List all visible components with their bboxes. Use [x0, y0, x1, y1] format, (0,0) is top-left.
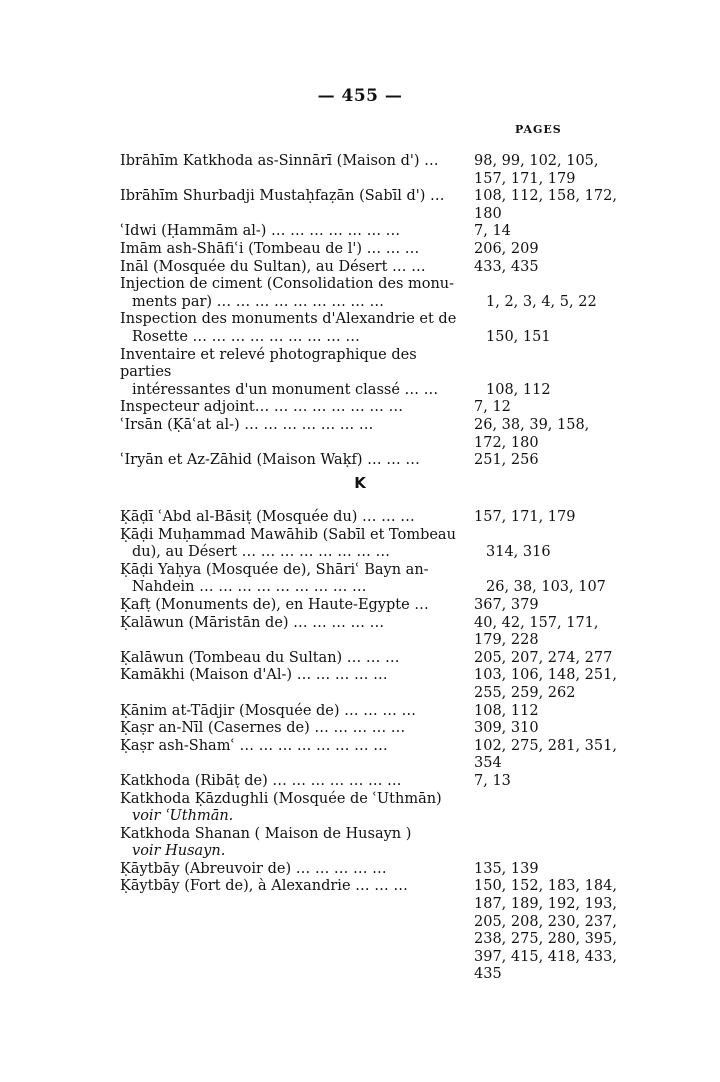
index-entry-line [120, 452, 610, 470]
entry-label: Ibrāhīm Katkhoda as-Sinnārī (Maison d') … [120, 153, 439, 169]
entry-label [120, 896, 468, 914]
entry-pages: 206, 209 [474, 240, 539, 257]
index-entry-line [120, 329, 610, 347]
entry-pages: 179, 228 [474, 632, 539, 649]
entry-label: Ḳalāwun (Māristān de) … … … … … [120, 614, 385, 631]
index-entry-line [120, 913, 617, 932]
entry-pages: 367, 379 [474, 596, 539, 613]
entry-pages [480, 808, 610, 826]
entry-label [120, 632, 468, 650]
entry-pages [468, 276, 610, 294]
entry-pages: 180 [474, 205, 502, 222]
entry-label: Injection de ciment (Consolidation des monu- [120, 276, 455, 293]
entry-pages: 1, 2, 3, 4, 5, 22 [486, 293, 597, 310]
index-section-k [120, 509, 617, 984]
index-entry-line [120, 311, 610, 329]
index-entry-line [120, 615, 610, 633]
entry-label: Kamākhi (Maison d'Al-) … … … … … [120, 667, 388, 684]
section-letter-heading: K [354, 474, 366, 492]
entry-label [120, 931, 468, 949]
entry-pages: 187, 189, 192, 193, [474, 896, 617, 913]
index-entry-line [120, 259, 610, 277]
index-entry-line [120, 808, 610, 826]
index-entry-line [120, 861, 610, 879]
entry-pages: 157, 171, 179 [474, 170, 576, 187]
entry-pages: 26, 38, 39, 158, [474, 416, 590, 433]
entry-label: Ḳānim at-Tādjir (Mosquée de) … … … … [120, 702, 416, 719]
entry-label [120, 914, 468, 932]
entry-pages: 108, 112 [486, 381, 551, 398]
index-entry-line [120, 188, 617, 206]
index-entry-line [120, 896, 617, 914]
index-entry-line [120, 632, 610, 650]
index-entry-line [120, 737, 617, 756]
entry-label: Ḳāḍi Yaḥya (Mosquée de), Shāriʿ Bayn an- [120, 561, 429, 578]
index-entry-line [120, 755, 610, 773]
index-entry-line [120, 153, 610, 171]
entry-pages: 7, 14 [474, 223, 511, 240]
entry-pages: 172, 180 [474, 434, 539, 451]
index-entry-line [120, 435, 610, 453]
index-entry-line [120, 241, 610, 259]
entry-pages: 40, 42, 157, 171, [474, 614, 599, 631]
entry-pages: 98, 99, 102, 105, [474, 153, 599, 169]
entry-label: Ḳāḍī ʿAbd al-Bāsiṭ (Mosquée du) … … … [120, 509, 415, 525]
entry-pages: 205, 208, 230, 237, [474, 913, 617, 930]
entry-pages: 7, 12 [474, 399, 511, 416]
entry-label [120, 966, 468, 984]
entry-label: Nahdein … … … … … … … … … [132, 579, 367, 596]
entry-pages: 26, 38, 103, 107 [486, 579, 606, 596]
index-entry-line [120, 399, 610, 417]
entry-pages: 150, 151 [486, 328, 551, 345]
entry-label: Katkhoda Ḳāzdughli (Mosquée de ʿUthmān) [120, 790, 442, 807]
index-entry-line [120, 878, 617, 896]
entry-pages: 314, 316 [486, 544, 551, 561]
entry-pages [468, 562, 610, 580]
entry-pages [468, 347, 610, 382]
index-entry-line [120, 294, 610, 312]
entry-label: Ḳāytbāy (Abreuvoir de) … … … … … [120, 860, 387, 877]
entry-pages: 157, 171, 179 [474, 509, 576, 525]
index-entry-line [120, 931, 617, 949]
entry-label: Inventaire et relevé photographique des parties [120, 346, 417, 381]
entry-label: ments par) … … … … … … … … … [132, 293, 385, 310]
entry-label: Katkhoda (Ribāṭ de) … … … … … … … [120, 772, 402, 789]
entry-label: Ināl (Mosquée du Sultan), au Désert … … [120, 258, 426, 275]
entry-label: Ḳafṭ (Monuments de), en Haute-Egypte … [120, 596, 429, 613]
entry-pages: 7, 13 [474, 772, 511, 789]
entry-label: Katkhoda Shanan ( Maison de Husayn ) [120, 825, 412, 842]
entry-label [120, 171, 468, 189]
index-entry-line [120, 276, 610, 294]
entry-label: du), au Désert … … … … … … … … [132, 544, 390, 561]
entry-label [120, 206, 468, 224]
index-entry-line [120, 382, 610, 400]
index-entry-line [120, 791, 610, 809]
page-number: — 455 — [317, 86, 403, 106]
entry-pages [480, 843, 610, 861]
entry-label: Ḳāytbāy (Fort de), à Alexandrie … … … [120, 878, 408, 895]
index-entry-line [120, 773, 610, 791]
entry-label: Ḳāḍi Muḥammad Mawāhib (Sabīl et Tombeau [120, 526, 456, 543]
entry-pages: 354 [474, 755, 502, 772]
entry-pages [468, 826, 610, 844]
entry-pages: 397, 415, 418, 433, [474, 948, 617, 965]
entry-pages: 108, 112, 158, 172, [474, 188, 617, 205]
index-entry-line [120, 948, 617, 967]
entry-label: Ḳalāwun (Tombeau du Sultan) … … … [120, 649, 400, 666]
entry-pages: 108, 112 [474, 702, 539, 719]
entry-pages: 251, 256 [474, 452, 539, 469]
entry-pages: 433, 435 [474, 258, 539, 275]
index-entry-line [120, 579, 610, 597]
index-entry-line [120, 544, 610, 562]
entry-label [120, 435, 468, 453]
entry-pages [468, 311, 610, 329]
index-entry-line [120, 223, 610, 241]
entry-label: Ḳaṣr ash-Shamʿ … … … … … … … … [120, 737, 388, 754]
index-entry-line [120, 667, 617, 685]
index-entry-line [120, 649, 613, 668]
entry-label [120, 685, 468, 703]
entry-label: Rosette … … … … … … … … … [132, 328, 360, 345]
entry-label: Inspecteur adjoint… … … … … … … … [120, 399, 403, 416]
entry-label [120, 949, 468, 967]
index-section-i [120, 153, 617, 470]
entry-pages: 255, 259, 262 [474, 684, 576, 701]
entry-label: ʿIdwi (Ḥammām al-) … … … … … … … [120, 223, 401, 240]
index-entry-line [120, 171, 610, 189]
index-entry-line [120, 527, 610, 545]
entry-pages: 238, 275, 280, 395, [474, 931, 617, 948]
entry-pages: 205, 207, 274, 277 [474, 649, 613, 666]
entry-pages: 135, 139 [474, 860, 539, 877]
pages-column-header: PAGES [515, 123, 562, 136]
index-entry-line [120, 597, 610, 615]
index-entry-line [120, 685, 610, 703]
index-entry-line [120, 843, 610, 861]
entry-label: Ibrāhīm Shurbadji Mustaḥfaẓān (Sabīl d') … [120, 188, 445, 205]
entry-pages: 150, 152, 183, 184, [474, 878, 617, 895]
index-entry-line [120, 206, 610, 224]
index-entry-line [120, 826, 610, 844]
entry-pages [468, 791, 610, 809]
entry-label: Imām ash-Shāfiʿi (Tombeau de l') … … … [120, 240, 420, 257]
entry-pages: 103, 106, 148, 251, [474, 667, 617, 684]
entry-label [120, 755, 468, 773]
entry-pages [468, 527, 610, 545]
index-entry-line [120, 720, 610, 738]
entry-label: intéressantes d'un monument classé … … [132, 381, 439, 398]
entry-label: voir ʿUthmān. [132, 808, 234, 825]
index-entry-line [120, 966, 610, 984]
index-entry-line [120, 417, 610, 435]
entry-label: Inspection des monuments d'Alexandrie et de [120, 311, 457, 328]
index-entry-line [120, 703, 610, 721]
entry-pages: 309, 310 [474, 720, 539, 737]
entry-pages: 102, 275, 281, 351, [474, 737, 617, 754]
entry-label: Ḳaṣr an-Nīl (Casernes de) … … … … … [120, 720, 406, 737]
entry-label: voir Husayn. [132, 843, 226, 860]
index-entry-line [120, 509, 610, 527]
entry-label: ʿIrsān (Ḳāʿat al-) … … … … … … … [120, 416, 374, 433]
index-entry-line [120, 562, 610, 580]
entry-pages: 435 [474, 966, 502, 983]
entry-label: ʿIryān et Az-Zāhid (Maison Waḳf) … … … [120, 452, 420, 469]
index-entry-line [120, 347, 610, 382]
